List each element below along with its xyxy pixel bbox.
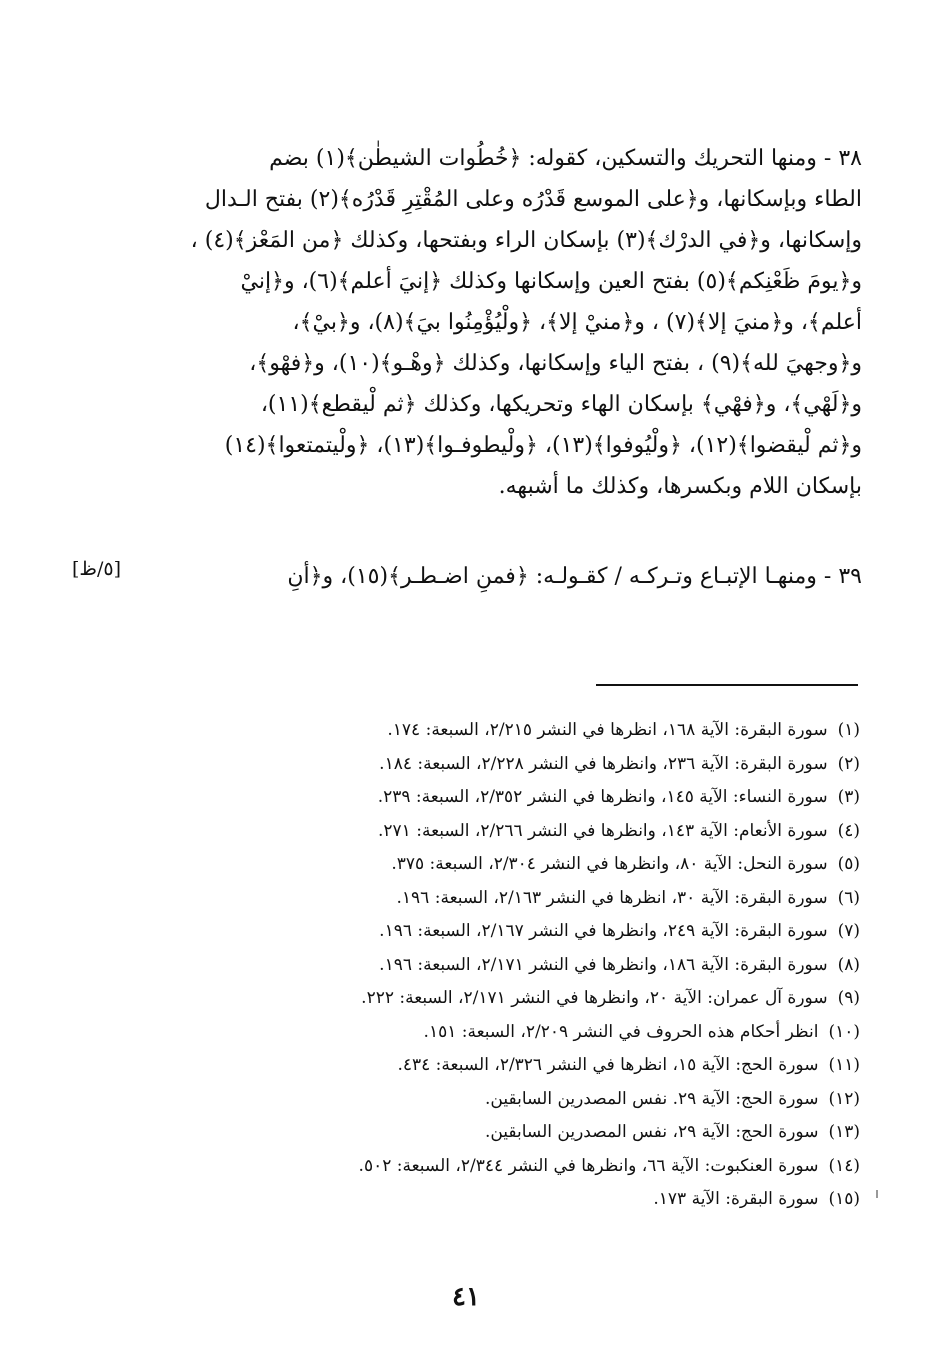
footnote-number: (١٠) — [828, 1021, 860, 1042]
paragraph-38-line: و﴿وجهيَ لله﴾(٩) ، بفتح الياء وإسكانها، وكذلك ﴿وهْـو﴾(١٠)، و﴿فهْو﴾، — [249, 351, 862, 376]
footnote-text: سورة البقرة: الآية ١٨٦، وانظرها في النشر ٢/١٧١، السبعة: ١٩٦. — [379, 954, 828, 975]
footnote-item — [150, 1150, 860, 1184]
footnote-text: سورة الأنعام: الآية ١٤٣، وانظرها في النشر ٢/٢٦٦، السبعة: ٢٧١. — [378, 820, 828, 841]
footnote-text: انظر أحكام هذه الحروف في النشر ٢/٢٠٩، السبعة: ١٥١. — [423, 1021, 819, 1042]
footnote-number: (١٢) — [828, 1088, 860, 1109]
footnote-text: سورة الحج: الآية ٢٩. نفس المصدرين السابقين. — [485, 1088, 819, 1109]
footnote-text: سورة النحل: الآية ٨٠، وانظرها في النشر ٢/٣٠٤، السبعة: ٣٧٥. — [391, 854, 828, 874]
paragraph-38-line: أعلم﴾، و﴿منيَ إلا﴾(٧) ، و﴿منيْ إلا﴾، ﴿ولْيُؤْمِنُوا بيَ﴾(٨)، و﴿بيْ﴾، — [292, 310, 862, 335]
footnote-number: (٥) — [837, 854, 860, 874]
footnote-number: (٣) — [837, 787, 860, 807]
paragraph-38-line: و﴿يومَ ظَعْنِكم﴾(٥) بفتح العين وإسكانها وكذلك ﴿إنيَ أعلم﴾(٦)، و﴿إنيْ — [240, 269, 862, 294]
footnote-item — [150, 1116, 860, 1150]
footnote-item — [150, 982, 860, 1016]
paragraph-39 — [150, 556, 862, 597]
footnote-text: سورة البقرة: الآية ١٧٣. — [653, 1189, 819, 1209]
footnote-text: سورة الحج: الآية ١٥، انظرها في النشر ٢/٣٢٦، السبعة: ٤٣٤. — [397, 1055, 819, 1075]
scan-speck — [876, 1190, 878, 1198]
footnote-text: سورة البقرة: الآية ١٦٨، انظرها في النشر ٢/٢١٥، السبعة: ١٧٤. — [387, 720, 828, 740]
footnote-number: (٧) — [837, 921, 860, 941]
paragraph-38-line: و﴿ثم لْيقضوا﴾(١٢)، ﴿ولْيُوفوا﴾(١٣)، ﴿ولْيطوفـوا﴾(١٣)، ﴿ولْيتمتعوا﴾(١٤) — [224, 433, 862, 458]
paragraph-38 — [150, 138, 862, 507]
footnote-number: (١٤) — [828, 1155, 860, 1176]
footnote-number: (١) — [837, 720, 860, 740]
footnote-number: (١١) — [828, 1055, 860, 1075]
footnote-text: سورة آل عمران: الآية ٢٠، وانظرها في النشر ٢/١٧١، السبعة: ٢٢٢. — [361, 988, 828, 1008]
footnote-item — [150, 949, 860, 983]
footnote-text: سورة الحج: الآية ٢٩، نفس المصدرين السابقين. — [484, 1122, 819, 1142]
footnotes-list — [150, 714, 860, 1217]
footnote-separator — [596, 684, 858, 686]
paragraph-38-line: الطاء وبإسكانها، و﴿على الموسع قَدْرُه وعلى المُقْتِرِ قَدْرُه﴾(٢) بفتح الـدال — [204, 187, 862, 212]
footnote-item — [150, 1183, 860, 1217]
footnote-number: (٤) — [837, 820, 860, 841]
page-number: ٤١ — [452, 1282, 480, 1312]
footnote-text: سورة العنكبوت: الآية ٦٦، وانظرها في النشر ٢/٣٤٤، السبعة: ٥٠٢. — [358, 1155, 819, 1176]
footnote-number: (١٥) — [828, 1189, 860, 1209]
footnote-item — [150, 1083, 860, 1117]
footnote-number: (٦) — [837, 887, 860, 908]
footnote-number: (١٣) — [828, 1122, 860, 1142]
footnote-number: (٢) — [837, 753, 860, 774]
footnote-item — [150, 915, 860, 949]
footnote-item — [150, 714, 860, 748]
footnote-item — [150, 781, 860, 815]
footnote-text: سورة البقرة: الآية ٢٤٩، وانظرها في النشر ٢/١٦٧، السبعة: ١٩٦. — [379, 921, 828, 941]
paragraph-38-line: بإسكان اللام وبكسرها، وكذلك ما أشبهه. — [498, 474, 862, 499]
footnote-item — [150, 882, 860, 916]
paragraph-38-line: ٣٨ - ومنها التحريك والتسكين، كقوله: ﴿خُطُوات الشيطٰن﴾(١) بضم — [269, 146, 862, 171]
footnote-number: (٩) — [837, 988, 860, 1008]
footnote-item — [150, 815, 860, 849]
paragraph-38-line: و﴿لَهْي﴾، و﴿فهْي﴾ بإسكان الهاء وتحريكها، وكذلك ﴿ثم لْيقطع﴾(١١)، — [260, 392, 862, 417]
footnote-item — [150, 848, 860, 882]
footnote-item — [150, 1049, 860, 1083]
footnote-item — [150, 1016, 860, 1050]
footnote-text: سورة النساء: الآية ١٤٥، وانظرها في النشر ٢/٣٥٢، السبعة: ٢٣٩. — [377, 787, 828, 807]
footnote-item — [150, 748, 860, 782]
paragraph-39-line: ٣٩ - ومنهـا الإتبـاع وتـركـه / كقـولـه: ﴿فمنِ اضـطـر﴾(١٥)، و﴿أنِ — [287, 564, 862, 589]
paragraph-38-line: وإسكانها، و﴿في الدرْك﴾(٣) بإسكان الراء وبفتحها، وكذلك ﴿من المَعْز﴾(٤) ، — [190, 228, 862, 253]
manuscript-folio-marker: [٥/ظ] — [72, 558, 122, 580]
footnote-number: (٨) — [837, 954, 860, 975]
footnote-text: سورة البقرة: الآية ٣٠، انظرها في النشر ٢/١٦٣، السبعة: ١٩٦. — [396, 887, 828, 908]
footnote-text: سورة البقرة: الآية ٢٣٦، وانظرها في النشر ٢/٢٢٨، السبعة: ١٨٤. — [379, 753, 828, 774]
